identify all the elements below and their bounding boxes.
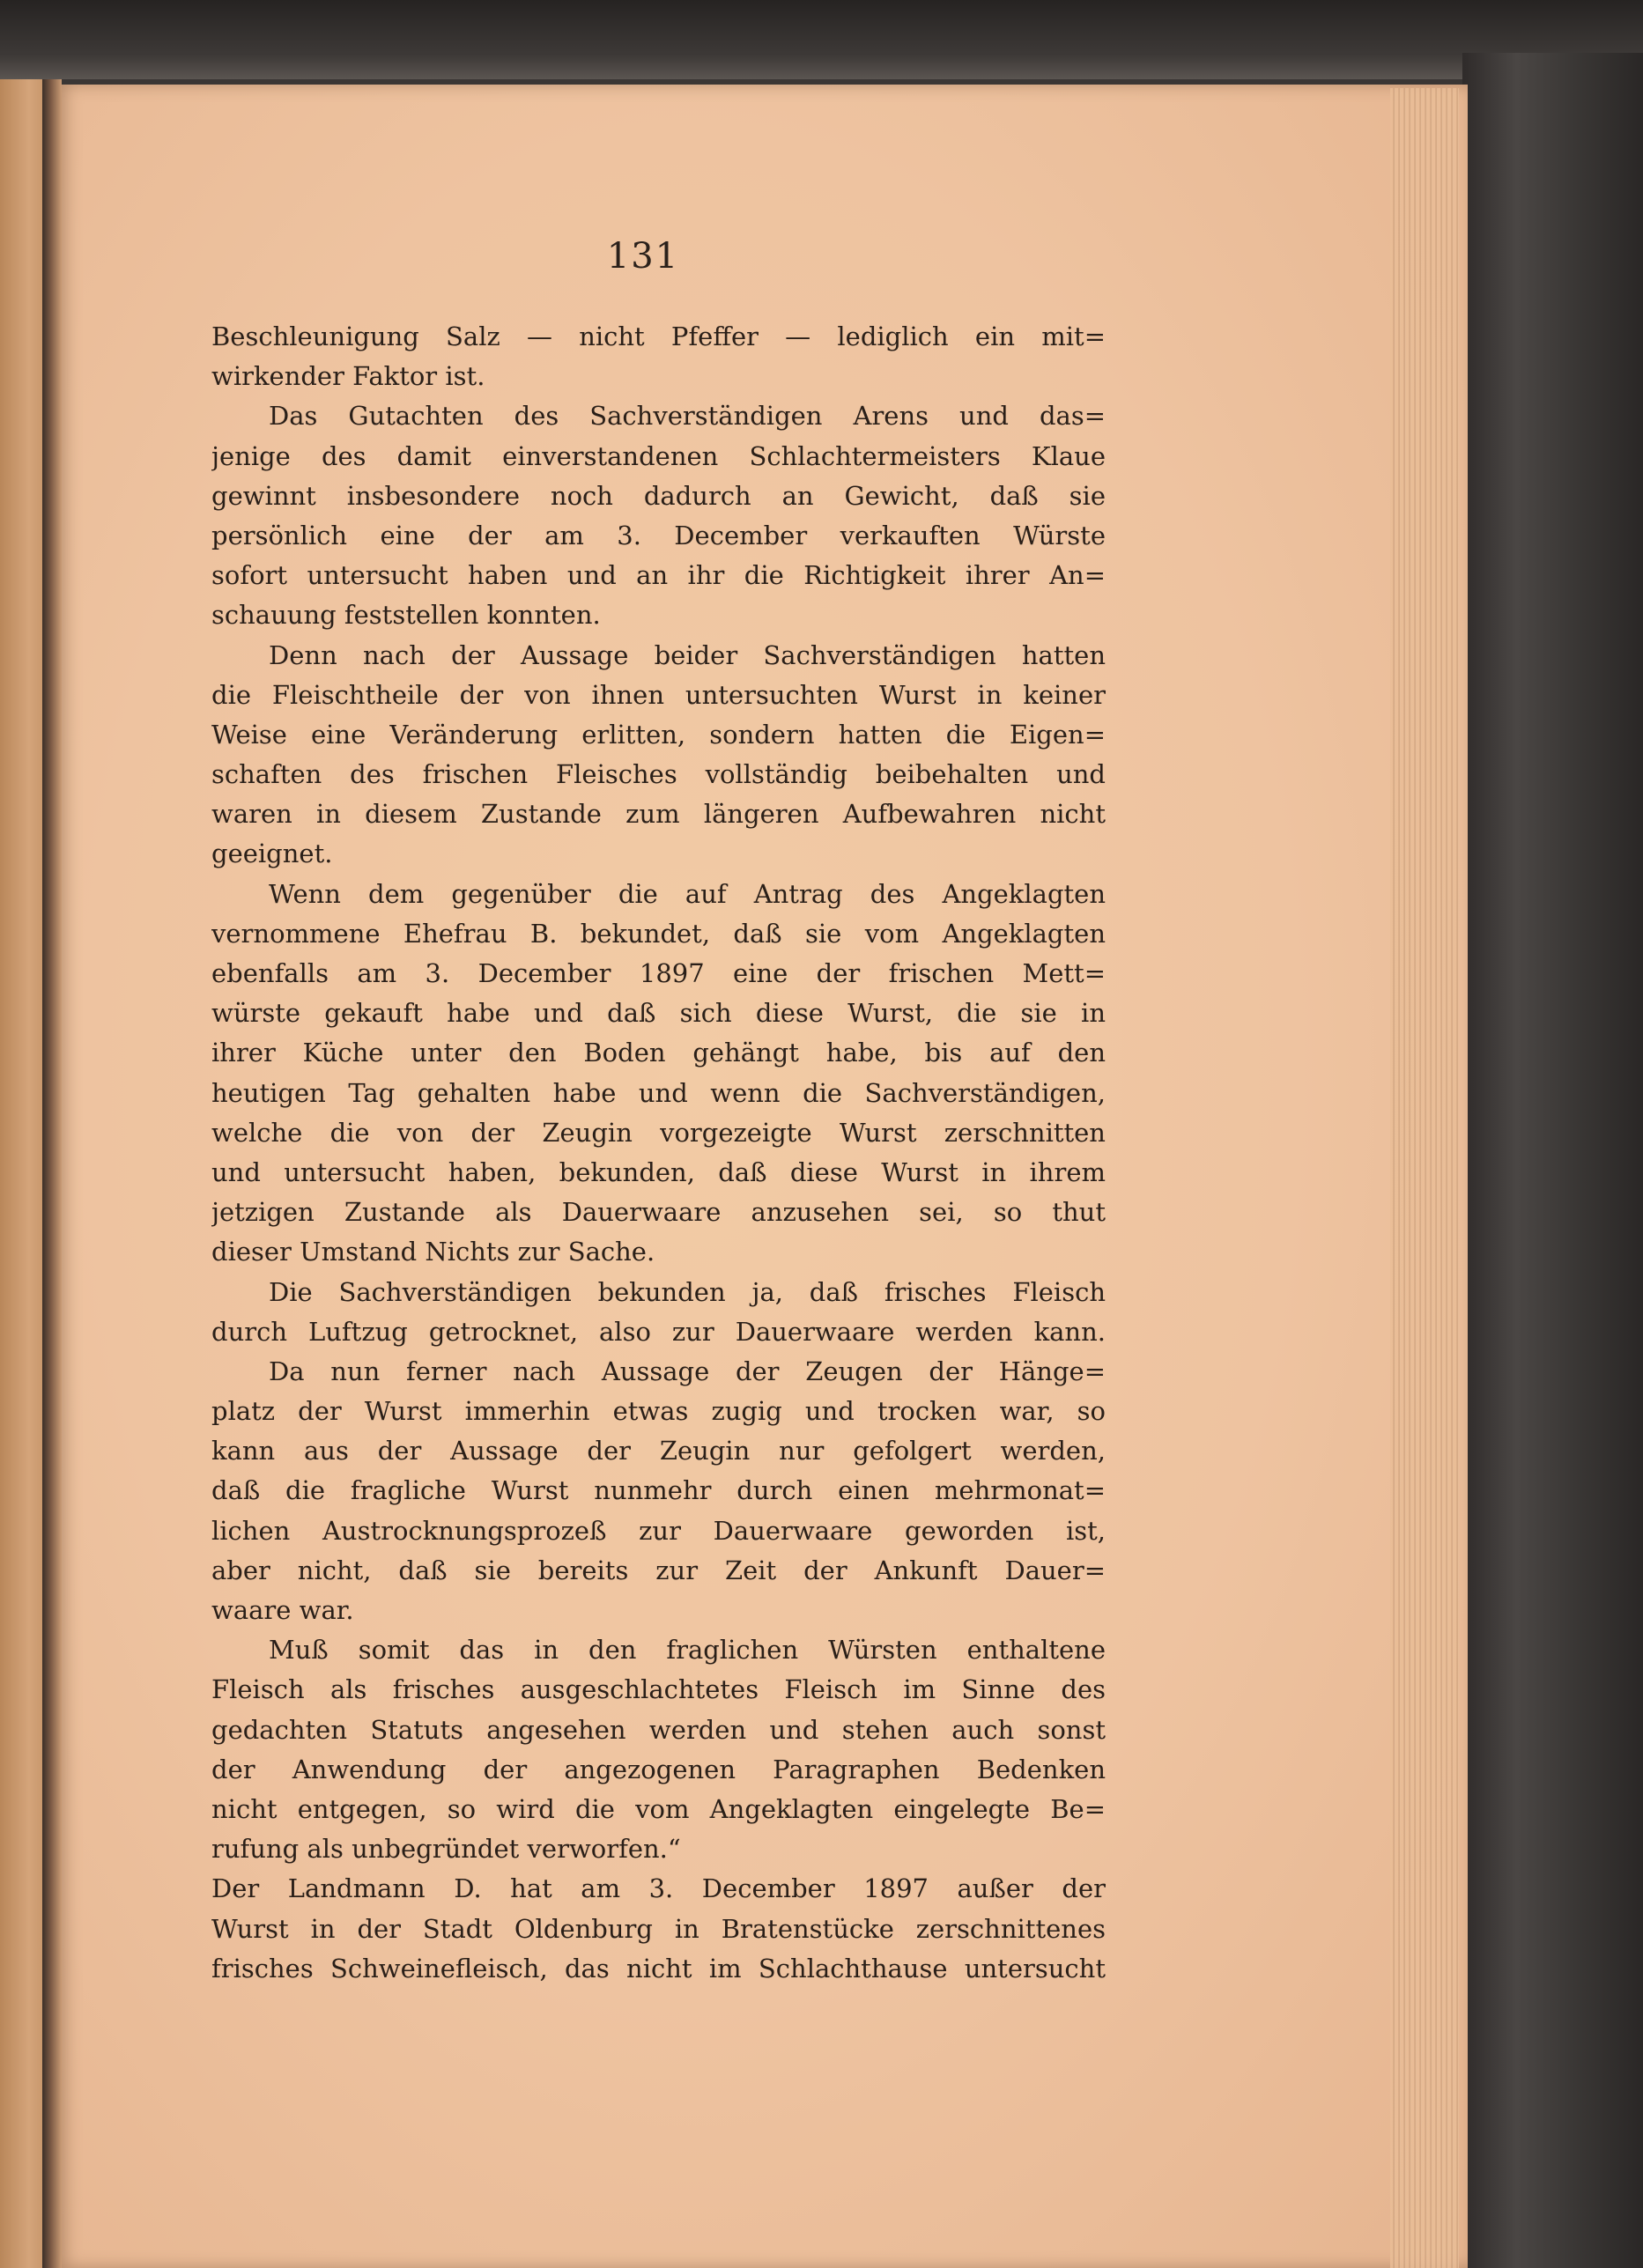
text-line: gewinnt insbesondere noch dadurch an Gewicht, daß sie [211,480,1106,511]
text-line: kann aus der Aussage der Zeugin nur gefolgert werden, [211,1436,1106,1466]
text-line: lichen Austrocknungsprozeß zur Dauerwaare geworden ist, [211,1515,1106,1546]
text-line: daß die fragliche Wurst nunmehr durch einen mehrmonat= [211,1475,1106,1506]
text-line: sofort untersucht haben und an ihr die Richtigkeit ihrer An= [211,560,1106,591]
body-text [211,317,1106,1989]
text-line: Weise eine Veränderung erlitten, sondern hatten die Eigen= [211,719,1106,750]
text-line: Die Sachverständigen bekunden ja, daß frisches Fleisch [269,1276,1106,1307]
text-line: persönlich eine der am 3. December verkauften Würste [211,520,1106,550]
text-line: jenige des damit einverstandenen Schlachtermeisters Klaue [211,440,1106,471]
text-line: Denn nach der Aussage beider Sachverständigen hatten [269,639,1106,670]
text-line: würste gekauft habe und daß sich diese Wurst, die sie in [211,998,1106,1029]
text-line: welche die von der Zeugin vorgezeigte Wurst zerschnitten [211,1117,1106,1148]
text-line: frisches Schweinefleisch, das nicht im Schlachthause untersucht [211,1953,1106,1984]
text-line: wirkender Faktor ist. [211,361,485,392]
text-line: Wurst in der Stadt Oldenburg in Bratenstücke zerschnittenes [211,1913,1106,1944]
text-line: gedachten Statuts angesehen werden und stehen auch sonst [211,1714,1106,1745]
text-line: schauung feststellen konnten. [211,600,601,631]
text-line: schaften des frischen Fleisches vollständig beibehalten und [211,759,1106,790]
book-cover-top [0,0,1643,79]
text-line: Muß somit das in den fraglichen Würsten enthaltene [269,1635,1106,1666]
text-line: Da nun ferner nach Aussage der Zeugen der Hänge= [269,1356,1106,1386]
text-line: waren in diesem Zustande zum längeren Aufbewahren nicht [211,799,1106,830]
text-line: Der Landmann D. hat am 3. December 1897 außer der [211,1873,1106,1904]
text-line: dieser Umstand Nichts zur Sache. [211,1237,655,1267]
text-line: ihrer Küche unter den Boden gehängt habe, bis auf den [211,1038,1106,1068]
text-line: jetzigen Zustande als Dauerwaare anzusehen sei, so thut [211,1197,1106,1228]
text-line: der Anwendung der angezogenen Paragraphen Bedenken [211,1754,1106,1784]
text-line: Beschleunigung Salz — nicht Pfeffer — lediglich ein mit= [211,321,1106,351]
text-line: ebenfalls am 3. December 1897 eine der frischen Mett= [211,958,1106,988]
text-line: heutigen Tag gehalten habe und wenn die Sachverständigen, [211,1077,1106,1108]
text-line: die Fleischtheile der von ihnen untersuchten Wurst in keiner [211,679,1106,710]
text-line: rufung als unbegründet verworfen.“ [211,1834,681,1865]
text-line: Das Gutachten des Sachverständigen Arens und das= [269,401,1106,432]
text-line: geeignet. [211,838,333,869]
page-number: 131 [606,236,680,277]
text-line: vernommene Ehefrau B. bekundet, daß sie vom Angeklagten [211,918,1106,949]
page-stack-edges [1390,88,1459,2268]
text-line: nicht entgegen, so wird die vom Angeklagten eingelegte Be= [211,1793,1106,1824]
text-line: durch Luftzug getrocknet, also zur Dauerwaare werden kann. [211,1316,1106,1347]
text-line: und untersucht haben, bekunden, daß diese Wurst in ihrem [211,1156,1106,1187]
text-line: waare war. [211,1595,354,1625]
book-gutter [42,79,62,2268]
text-line: platz der Wurst immerhin etwas zugig und trocken war, so [211,1396,1106,1427]
text-line: Wenn dem gegenüber die auf Antrag des Angeklagten [269,878,1106,909]
text-line: Fleisch als frisches ausgeschlachtetes Fleisch im Sinne des [211,1674,1106,1705]
text-line: aber nicht, daß sie bereits zur Zeit der Ankunft Dauer= [211,1555,1106,1585]
book-cover-right [1462,53,1643,2268]
